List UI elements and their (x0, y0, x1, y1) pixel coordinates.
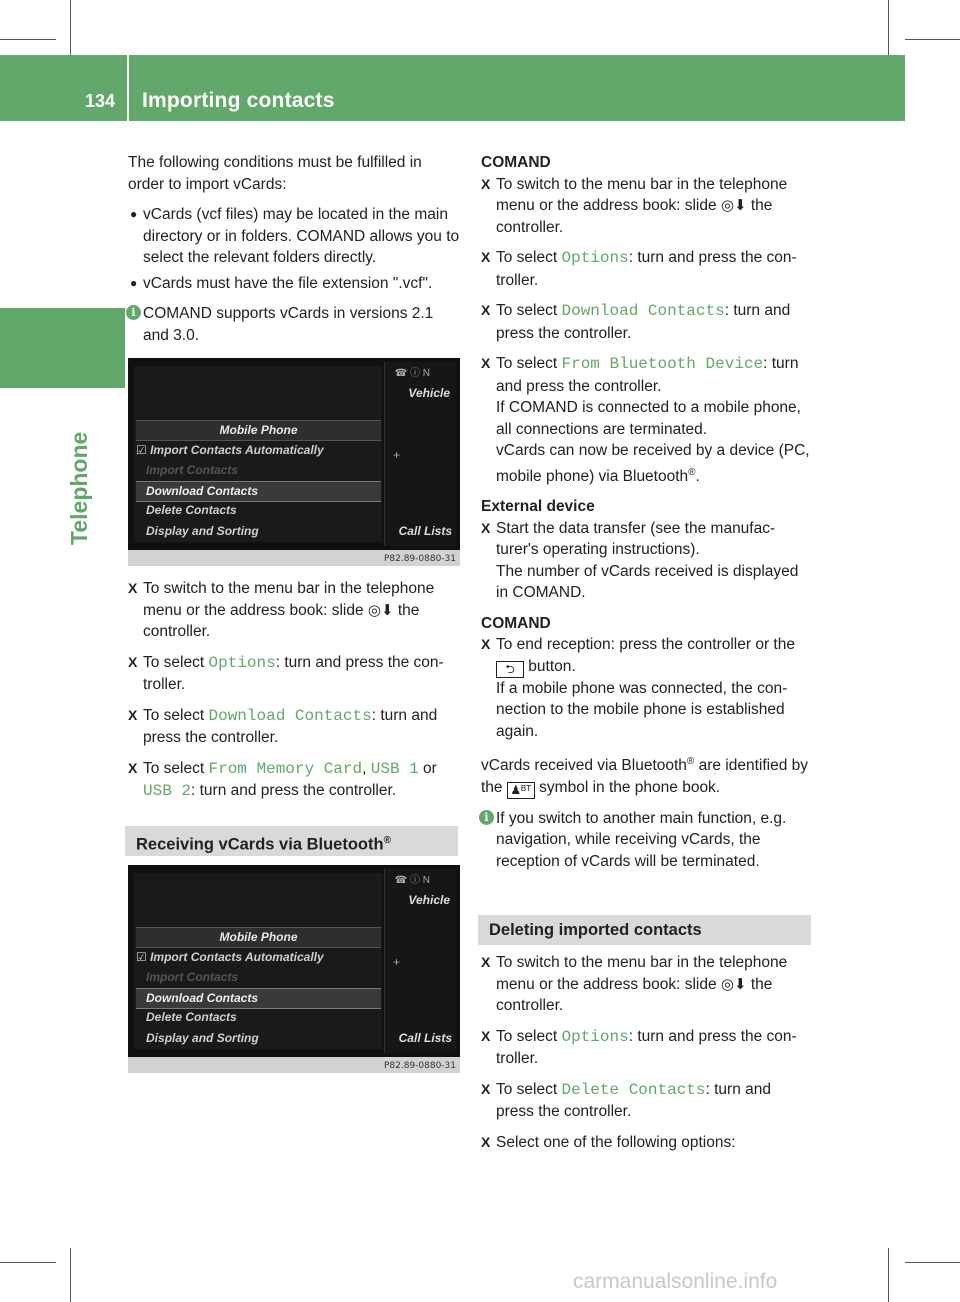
list-item: ● vCards must have the file extension ".vcf". (128, 273, 460, 295)
status-bar: ☎ ⓘ N (394, 875, 430, 886)
menu-item: ☑ Import Contacts Automatically (136, 950, 324, 964)
bullet-icon: ● (130, 275, 138, 290)
crop-mark (0, 39, 56, 40)
chapter-tab (0, 308, 125, 388)
status-bar: ☎ ⓘ N (394, 368, 430, 379)
vehicle-label: Vehicle (408, 386, 450, 400)
bluetooth-contact-icon: ♟ᴮᵀ (507, 782, 535, 799)
step: X Start the data transfer (see the manufac- turer's operating instructions). The number of vCards received is displayed in COMAND. (481, 519, 799, 602)
arrow-icon: X (481, 519, 491, 536)
plus-icon: + (392, 448, 400, 462)
controller-slide-icon: ◎⬇ (720, 975, 747, 993)
subheading: COMAND (481, 154, 551, 171)
section-heading: Deleting imported contacts (478, 915, 811, 945)
step: X To select From Bluetooth Device: turn and press the controller. If COMAND is connected to a mobile phone, all connections are terminated. vCards can now be received by a device (PC, mobile phone) via Bluetooth®. (481, 355, 810, 485)
controller-slide-icon: ◎⬇ (720, 197, 747, 214)
menu-item-selected: Download Contacts (136, 481, 381, 502)
info-note: i COMAND supports vCards in versions 2.1 and 3.0. (128, 303, 460, 346)
info-icon: i (126, 305, 141, 320)
left-steps (128, 578, 460, 812)
crop-mark (888, 1248, 889, 1302)
step: X To select Options: turn and press the con- troller. (128, 653, 444, 693)
step: X To select Options: turn and press the con- troller. (481, 1027, 797, 1067)
left-column (128, 152, 460, 355)
info-note: i If you switch to another main function, e.g. navigation, while receiving vCards, the reception of vCards will be terminated. (481, 808, 813, 873)
bullet-icon: ● (130, 207, 138, 221)
menu-item: Delete Contacts (146, 1010, 237, 1024)
crop-mark (905, 1262, 960, 1263)
step: X To end reception: press the controller or the ⮌ button. If a mobile phone was connected, the con- nection to the mobile phone is established again. (481, 636, 795, 740)
page-title: Importing contacts (142, 89, 335, 112)
menu-title: Mobile Phone (136, 927, 381, 948)
step: X To switch to the menu bar in the telephone menu or the address book: slide ◎⬇ the controller. (481, 175, 788, 236)
call-lists-label: Call Lists (398, 1031, 452, 1045)
arrow-icon: X (481, 1133, 491, 1150)
section-heading: Receiving vCards via Bluetooth® (125, 826, 458, 856)
page-number: 134 (85, 91, 116, 111)
crop-mark (70, 0, 71, 56)
intro-text: The following conditions must be fulfilled in order to import vCards: (128, 154, 422, 193)
crop-mark (905, 39, 960, 40)
body-text: vCards received via Bluetooth® are identified by the ♟ᴮᵀ symbol in the phone book. (481, 756, 809, 797)
menu-item: Delete Contacts (146, 503, 237, 517)
step: X To select Options: turn and press the con- troller. (481, 249, 797, 289)
arrow-icon: X (481, 636, 491, 653)
right-column (481, 152, 813, 881)
chapter-label: Telephone (66, 431, 92, 545)
arrow-icon: X (481, 302, 491, 318)
header-divider (127, 55, 129, 121)
screenshot-figure (128, 865, 460, 1073)
back-button-icon: ⮌ (496, 661, 524, 678)
right-steps (481, 952, 813, 1162)
crop-mark (0, 1262, 56, 1263)
step: X To select Delete Contacts: turn and press the controller. (481, 1080, 772, 1120)
display-screen (128, 358, 460, 550)
menu-item-selected: Download Contacts (136, 988, 381, 1009)
arrow-icon: X (128, 759, 138, 776)
screenshot-figure (128, 358, 460, 566)
menu-title: Mobile Phone (136, 420, 381, 441)
arrow-icon: X (481, 175, 491, 192)
subheading: COMAND (481, 614, 551, 632)
list-item: ● vCards (vcf files) may be located in the main directory or in folders. COMAND allows you to select the relevant folders directly. (130, 206, 460, 266)
step: X To switch to the menu bar in the telephone menu or the address book: slide ◎⬇ the controller. (481, 954, 788, 1014)
subheading: External device (481, 498, 595, 516)
step: X To select From Memory Card, USB 1 or USB 2: turn and press the controller. (128, 759, 437, 800)
figure-code: P82.89-0880-31 (383, 554, 456, 564)
step: X Select one of the following options: (481, 1132, 813, 1154)
crop-mark (70, 1248, 71, 1302)
figure-code: P82.89-0880-31 (383, 1061, 456, 1071)
arrow-icon: X (128, 580, 138, 596)
menu-item: ☑ Import Contacts Automatically (136, 443, 324, 457)
arrow-icon: X (481, 954, 491, 970)
step: X To switch to the menu bar in the telephone menu or the address book: slide ◎⬇ the controller. (128, 580, 435, 640)
plus-icon: + (392, 955, 400, 969)
menu-item: Display and Sorting (146, 524, 259, 538)
arrow-icon: X (128, 653, 138, 670)
arrow-icon: X (481, 355, 491, 371)
arrow-icon: X (128, 706, 138, 723)
info-icon: i (479, 810, 494, 825)
menu-item: Import Contacts (146, 970, 239, 984)
arrow-icon: X (481, 1080, 491, 1097)
vehicle-label: Vehicle (408, 893, 450, 907)
arrow-icon: X (481, 249, 491, 265)
watermark: carmanualsonline.info (573, 1270, 778, 1293)
controller-slide-icon: ◎⬇ (367, 601, 394, 619)
step: X To select Download Contacts: turn and press the controller. (128, 706, 438, 746)
menu-item: Import Contacts (146, 463, 239, 477)
crop-mark (888, 0, 889, 56)
step: X To select Download Contacts: turn and press the controller. (481, 302, 791, 342)
call-lists-label: Call Lists (398, 524, 452, 538)
menu-item: Display and Sorting (146, 1031, 259, 1045)
display-screen (128, 865, 460, 1057)
arrow-icon: X (481, 1027, 491, 1044)
header-band (0, 55, 905, 121)
